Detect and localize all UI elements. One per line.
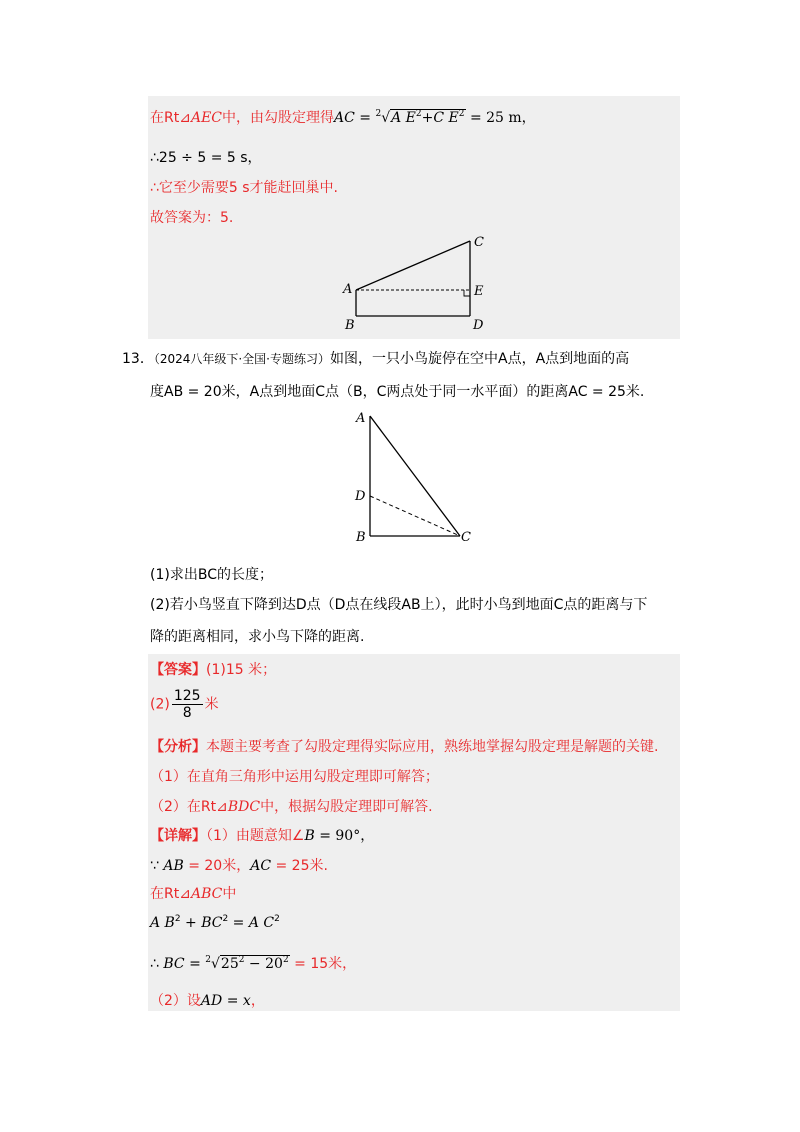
fig1-label-e: E (474, 284, 484, 299)
fig1-label-d: D (473, 318, 484, 333)
question-part-2-line-1: (2)若小鸟竖直下降到达D点（D点在线段AB上），此时小鸟到地面C点的距离与下 (150, 597, 648, 613)
detail-line-4: A $B^2 + BC^2 = A$ $C^2$ (150, 914, 280, 931)
question-line-2: 度AB = 20米，A点到地面C点（B，C两点处于同一水平面）的距离AC = 25米. (150, 384, 645, 400)
question-part-1: (1)求出BC的长度； (150, 567, 273, 583)
analysis-line: 【分析】本题主要考查了勾股定理得实际应用，熟练地掌握勾股定理是解题的关键. (150, 739, 659, 755)
answer-line-1: 【答案】(1)15 米； (150, 662, 277, 678)
detail-line-2: ∵ AB = 20米，AC = 25米. (150, 858, 328, 874)
fig1-label-b: B (345, 318, 355, 333)
fig2-label-d: D (355, 489, 366, 504)
fig1-label-a: A (343, 282, 353, 297)
solution-line-1: 在Rt⊿AEC中，由勾股定理得AC = $^2$√A $E^2+C$ $E^2 = 25$ m， (150, 109, 536, 126)
question-line-1: 13．（2024八年级下·全国·专题练习）如图，一只小鸟旋停在空中A点，A点到地面的高 (122, 351, 630, 367)
solution-line-2: ∴25 ÷ 5 = 5 s， (150, 150, 262, 166)
question-part-2-line-2: 降的距离相同，求小鸟下降的距离. (150, 629, 365, 645)
detail-line-1: 【详解】（1）由题意知∠B = 90°， (150, 828, 375, 844)
fig2-label-b: B (356, 530, 366, 545)
analysis-line-1: （1）在直角三角形中运用勾股定理即可解答； (150, 769, 439, 785)
solution-line-4: 故答案为：5. (150, 210, 234, 226)
answer-line-2: (2) $\frac{125}{8}$ 米 (150, 688, 219, 721)
detail-line-3: 在Rt⊿ABC中 (150, 886, 237, 902)
fig1-label-c: C (474, 235, 484, 250)
detail-line-5: ∴ BC = $^2√25^2 - 20^2 = 15$米， (150, 955, 357, 972)
figure-1-diagram (340, 228, 490, 334)
fig2-label-a: A (356, 411, 366, 426)
figure-2-diagram (350, 408, 480, 548)
solution-line-3: ∴它至少需要5 s才能赶回巢中. (150, 180, 339, 196)
analysis-line-2: （2）在Rt⊿BDC中，根据勾股定理即可解答. (150, 799, 433, 815)
fig2-label-c: C (461, 530, 471, 545)
detail-line-6: （2）设AD = x， (150, 993, 265, 1009)
